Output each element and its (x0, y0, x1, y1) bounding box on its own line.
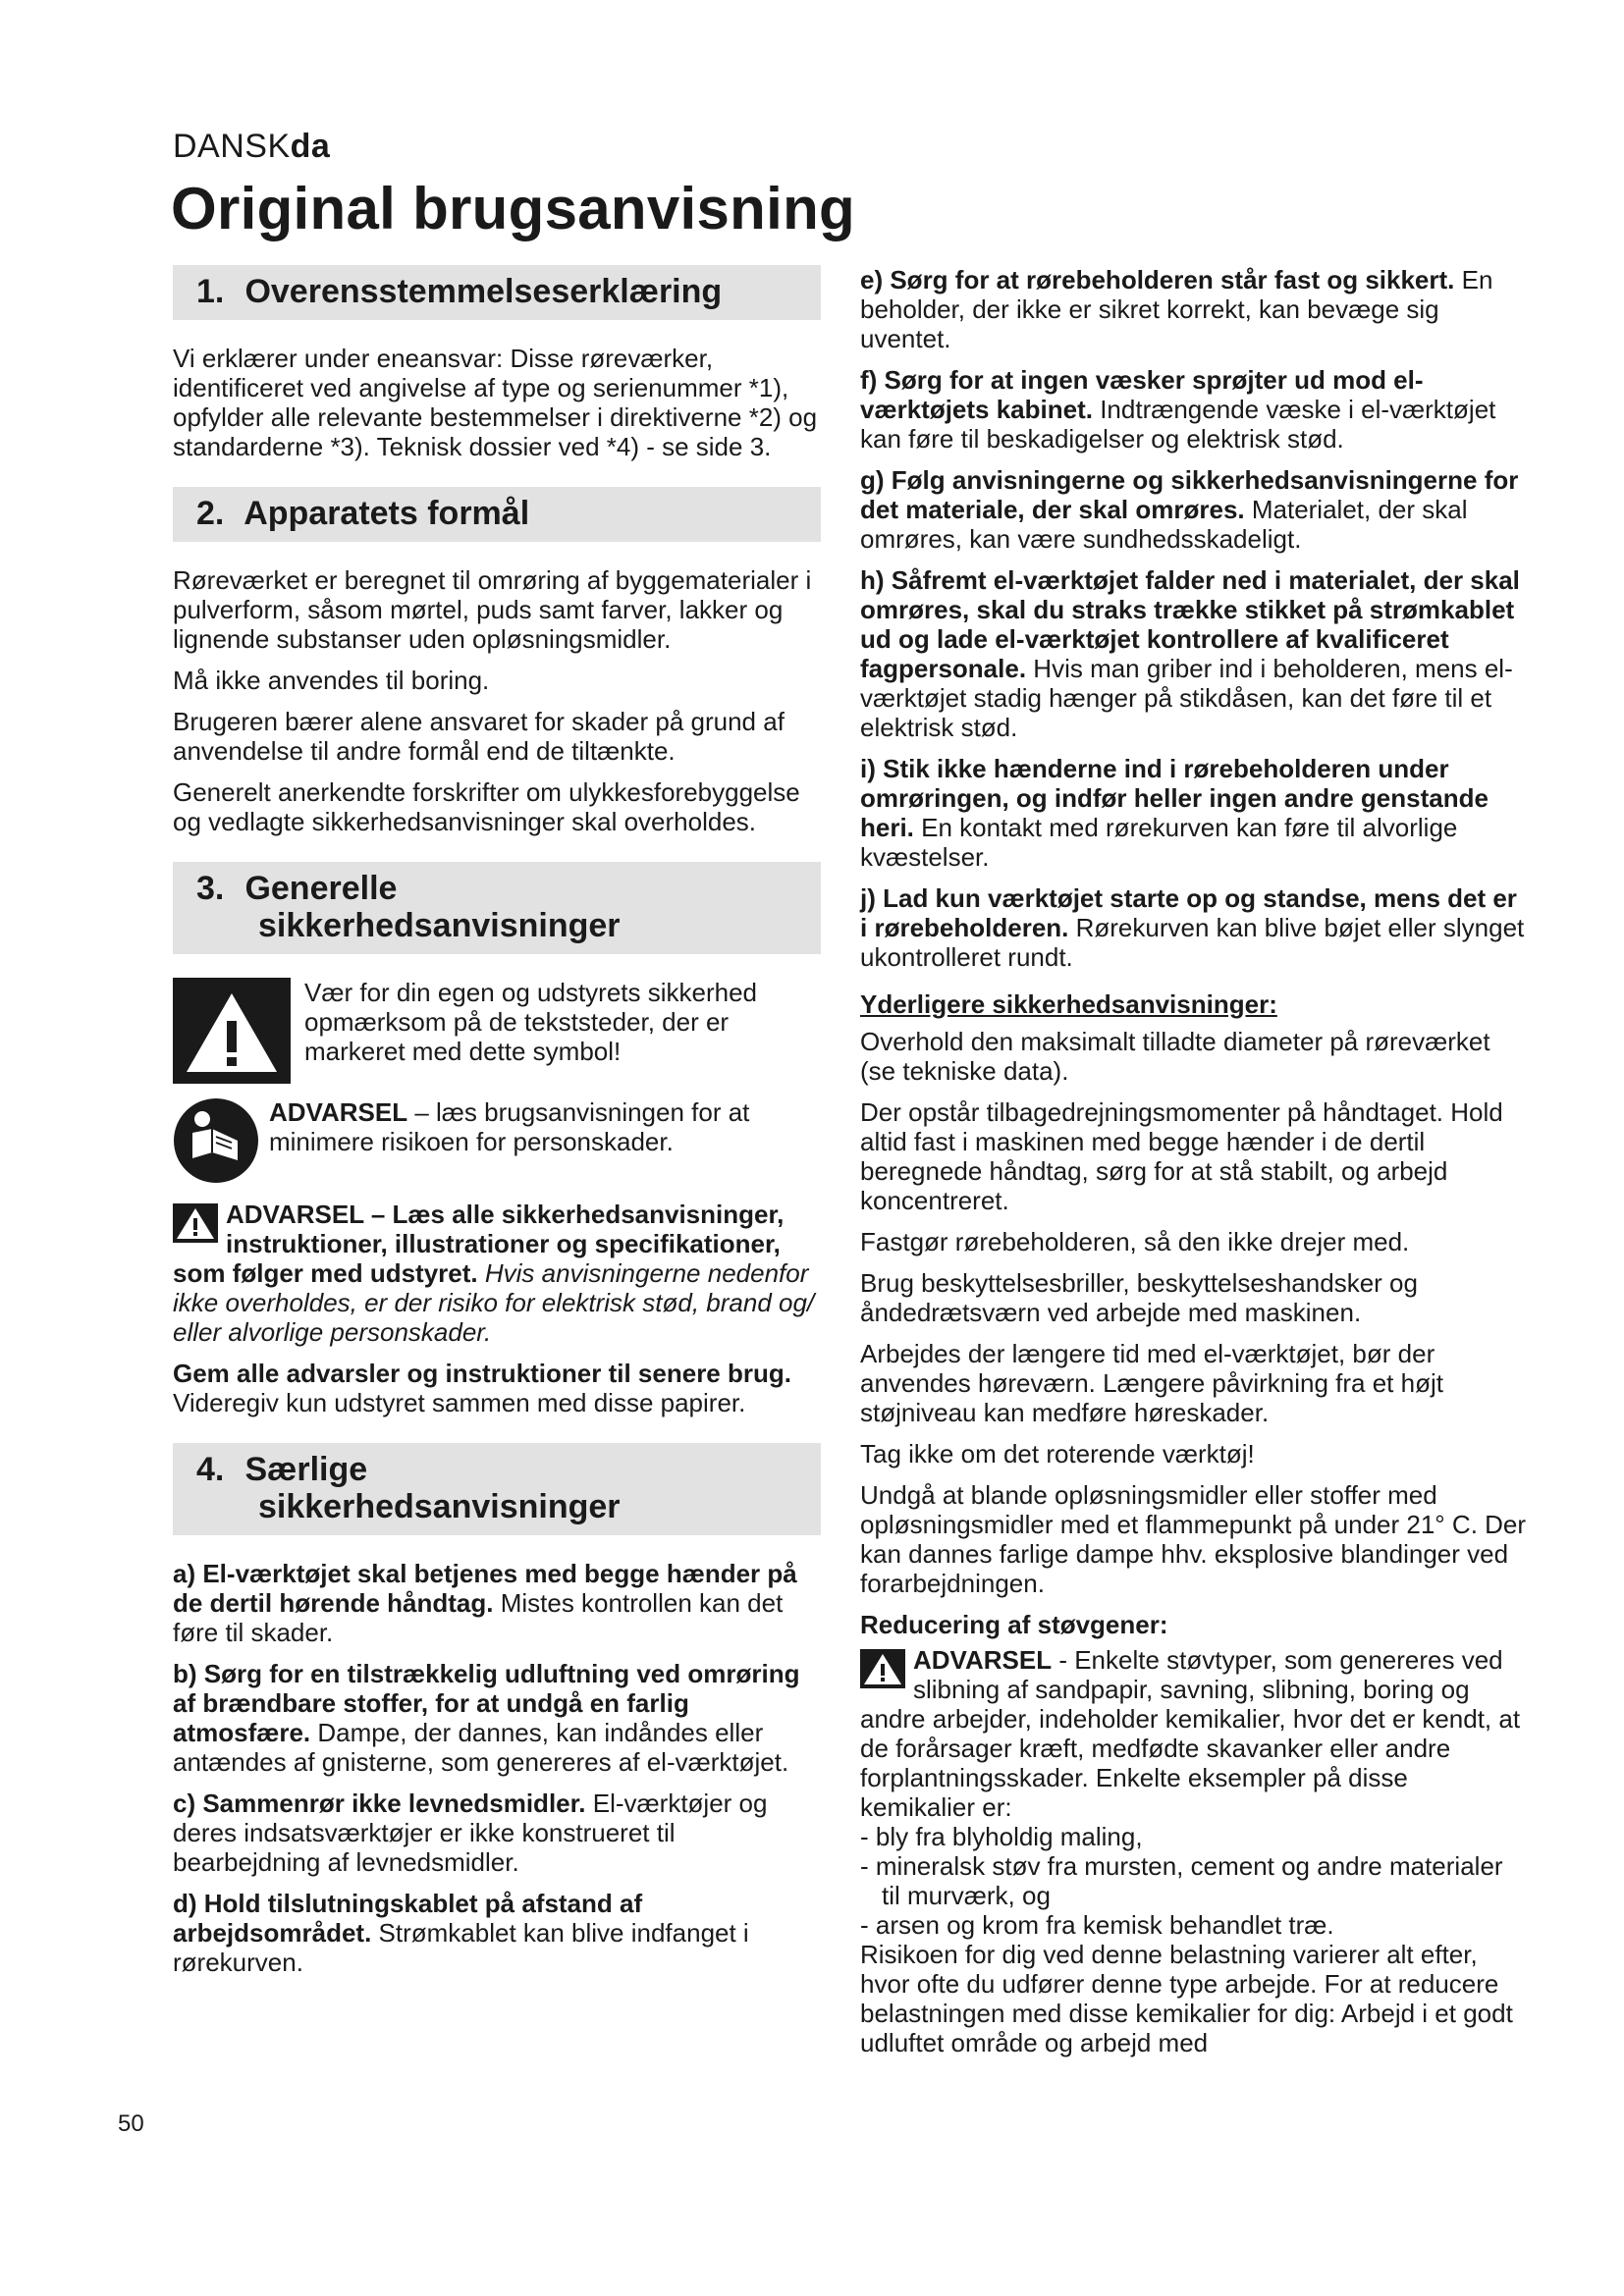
keep-instructions: Gem alle advarsler og instruktioner til senere brug. Videregiv kun udstyret sammen med disse papirer. (173, 1359, 791, 1417)
warning-symbol-note: Vær for din egen og udstyrets sikkerhed opmærksom på de tekststeder, der er markeret med dette symbol! (173, 978, 821, 1084)
extra-safety-heading: Yderligere sikkerhedsanvisninger: (860, 989, 1277, 1019)
extra-5: Arbejdes der længere tid med el-værktøjet, bør der anvendes høreværn. Længere påvirkning fra et højt støjniveau kan medføre høreskader. (860, 1339, 1443, 1427)
right-column (860, 265, 1528, 2069)
section-2-p3: Brugeren bærer alene ansvaret for skader på grund af anvendelse til andre formål end de tiltænkte. (173, 707, 785, 766)
extra-1: Overhold den maksimalt tilladte diameter på røreværket (se tekniske data). (860, 1027, 1490, 1086)
section-1-text: Vi erklærer under eneansvar: Disse røreværker, identificeret ved angivelse af type og serienummer *1), opfylder alle relevante bestemmelser i direktiverne *2) og standarderne *3). Teknisk dossier ved *4) - se side 3. (173, 344, 818, 461)
list-item: - mineralsk støv fra mursten, cement og andre materialer til murværk, og (860, 1851, 1503, 1910)
extra-7: Undgå at blande opløsningsmidler eller stoffer med opløsningsmidler med et flammepunkt på under 21° C. Der kan dannes farlige dampe hhv. eksplosive blandinger ved forarbejdningen. (860, 1480, 1527, 1598)
warning-triangle-small-icon (860, 1649, 905, 1688)
item-i: i) Stik ikke hænderne ind i rørebeholderen under omrøringen, og indfør heller ingen andre genstande heri. En kontakt med rørekurven kan føre til alvorlige kvæstelser. (860, 754, 1489, 872)
general-warning: ADVARSEL – Læs alle sikkerhedsanvisninger, instruktioner, illustrationer og specifikationer, som følger med udstyret. Hvis anvisningerne nedenfor ikke overholdes, er der risiko for elektrisk stød, brand og/ eller alvorlige personskader. (173, 1200, 815, 1347)
chemicals-list (860, 1822, 1528, 1940)
item-h: h) Såfremt el-værktøjet falder ned i materialet, der skal omrøres, skal du straks trække stikket på strømkablet ud og lade el-værktøjet kontrollere af kvalificeret fagpersonale. Hvis man griber ind i beholderen, mens el-værktøjet stadig hænger på stikdåsen, kan det føre til et elektrisk stød. (860, 565, 1520, 742)
dust-warning: ADVARSEL - Enkelte støvtyper, som genereres ved slibning af sandpapir, savning, slibning, boring og andre arbejder, indeholder kemikalier, hvor det er kendt, at de forårsager kræft, medfødte skavanker eller andre forplantningsskader. Enkelte eksempler på disse kemikalier er: (860, 1645, 1521, 1822)
section-3-heading: 3. Generelle sikkerhedsanvisninger (173, 862, 821, 954)
item-g: g) Følg anvisningerne og sikkerhedsanvisningerne for det materiale, der skal omrøres. Materialet, der skal omrøres, kan være sundhedsskadeligt. (860, 465, 1519, 554)
read-manual-icon (173, 1097, 259, 1184)
extra-4: Brug beskyttelsesbriller, beskyttelseshandsker og åndedrætsværn ved arbejde med maskinen. (860, 1268, 1418, 1327)
extra-2: Der opstår tilbagedrejningsmomenter på håndtaget. Hold altid fast i maskinen med begge hænder i de dertil beregnede håndtag, sørg for at stå stabilt, og arbejd koncentreret. (860, 1097, 1503, 1215)
warning-triangle-icon (173, 978, 291, 1084)
list-item: - bly fra blyholdig maling, (860, 1822, 1143, 1851)
item-b: b) Sørg for en tilstrækkelig udluftning ved omrøring af brændbare stoffer, for at undgå en farlig atmosfære. Dampe, der dannes, kan indåndes eller antændes af gnisterne, som genereres af el-værktøjet. (173, 1659, 800, 1777)
list-item: - arsen og krom fra kemisk behandlet træ. (860, 1910, 1334, 1940)
left-column (173, 265, 821, 1989)
section-2-p4: Generelt anerkendte forskrifter om ulykkesforebyggelse og vedlagte sikkerhedsanvisninger skal overholdes. (173, 777, 800, 836)
language-label: DANSKda (173, 128, 331, 165)
warning-triangle-small-icon (173, 1203, 218, 1243)
item-a: a) El-værktøjet skal betjenes med begge hænder på de dertil hørende håndtag. Mistes kontrollen kan det føre til skader. (173, 1559, 797, 1647)
extra-3: Fastgør rørebeholderen, så den ikke drejer med. (860, 1227, 1410, 1256)
section-2-p1: Røreværket er beregnet til omrøring af byggematerialer i pulverform, såsom mørtel, puds samt farver, lakker og lignende substanser uden opløsningsmidler. (173, 565, 812, 654)
section-4-heading: 4. Særlige sikkerhedsanvisninger (173, 1443, 821, 1535)
item-e: e) Sørg for at rørebeholderen står fast og sikkert. En beholder, der ikke er sikret korrekt, kan bevæge sig uventet. (860, 265, 1493, 353)
read-manual-note: ADVARSEL – læs brugsanvisningen for at minimere risikoen for personskader. (173, 1097, 821, 1184)
section-2-heading: 2. Apparatets formål (173, 487, 821, 542)
item-j: j) Lad kun værktøjet starte op og standse, mens det er i rørebeholderen. Rørekurven kan blive bøjet eller slynget ukontrolleret rundt. (860, 883, 1525, 972)
page-title: Original brugsanvisning (171, 176, 855, 241)
section-2-p2: Må ikke anvendes til boring. (173, 666, 490, 695)
item-f: f) Sørg for at ingen væsker sprøjter ud mod el-værktøjets kabinet. Indtrængende væske i el-værktøjet kan føre til beskadigelser og elektrisk stød. (860, 365, 1496, 454)
item-d: d) Hold tilslutningskablet på afstand af arbejdsområdet. Strømkablet kan blive indfanget i rørekurven. (173, 1889, 749, 1977)
section-1-heading: 1. Overensstemmelseserklæring (173, 265, 821, 320)
dust-end-text: Risikoen for dig ved denne belastning varierer alt efter, hvor ofte du udfører denne type arbejde. For at reducere belastningen med disse kemikalier for dig: Arbejd i et godt udluftet område og arbejd med (860, 1940, 1513, 2057)
item-c: c) Sammenrør ikke levnedsmidler. El-værktøjer og deres indsatsværktøjer er ikke konstrueret til bearbejdning af levnedsmidler. (173, 1789, 768, 1877)
extra-6: Tag ikke om det roterende værktøj! (860, 1439, 1255, 1468)
page-number: 50 (118, 2110, 144, 2137)
dust-heading: Reducering af støvgener: (860, 1610, 1168, 1639)
